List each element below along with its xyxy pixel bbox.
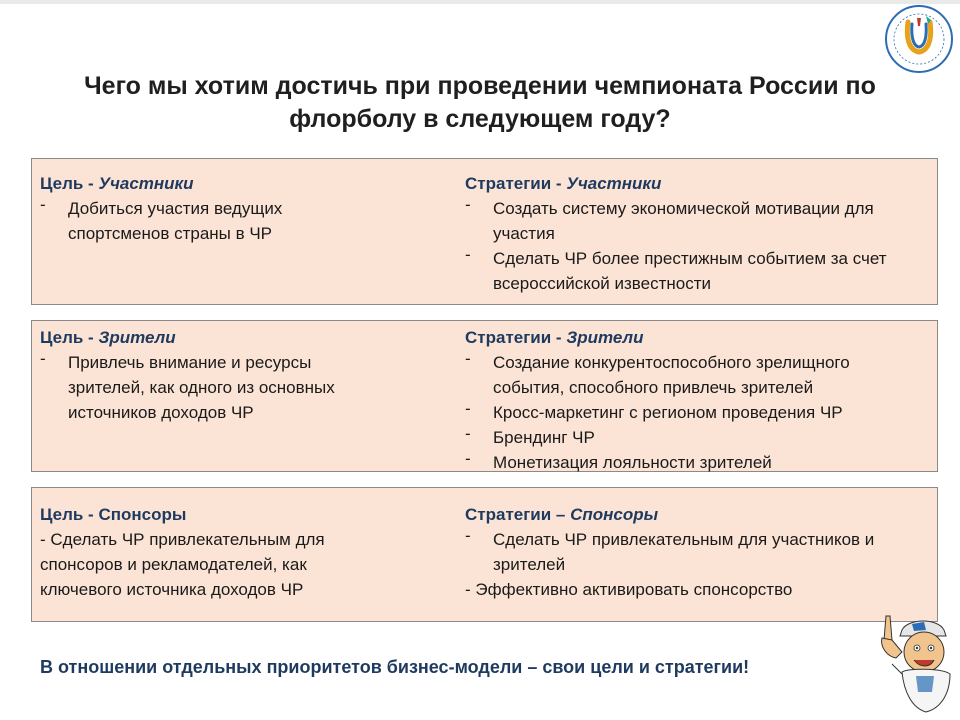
item-line: Сделать ЧР более престижным событием за счет <box>493 249 887 268</box>
slide-title <box>20 70 940 136</box>
item-line: Брендинг ЧР <box>493 428 595 447</box>
title-line-1: Чего мы хотим достичь при проведении чемпионата России по <box>84 72 876 100</box>
dash-bullet-icon: - <box>40 349 46 368</box>
goal-heading: Цель - Спонсоры <box>40 505 187 524</box>
strategy-heading-prefix: Стратегии – <box>465 505 571 524</box>
dash-bullet-icon: - <box>465 349 471 368</box>
item-line: участия <box>493 224 555 243</box>
goal-heading <box>40 325 440 350</box>
strategy-heading-em: Спонсоры <box>570 505 659 524</box>
dash-bullet-icon: - <box>465 245 471 264</box>
goal-sponsors <box>40 502 440 602</box>
goal-spectators <box>40 325 440 425</box>
panel-spectators <box>31 320 938 472</box>
dash-bullet-icon: - <box>465 195 471 214</box>
dash-bullet-icon: - <box>465 399 471 418</box>
item-line: зрителей, как одного из основных <box>68 378 335 397</box>
strategy-heading-prefix: Стратегии - <box>465 328 567 347</box>
list-item <box>465 425 939 450</box>
strategy-heading <box>465 325 939 350</box>
strategy-heading <box>465 502 939 527</box>
item-line: всероссийской известности <box>493 274 711 293</box>
strategy-participants <box>465 171 939 296</box>
goal-heading-em: Участники <box>98 174 194 193</box>
dash-bullet-icon: - <box>40 195 46 214</box>
strategy-spectators <box>465 325 939 475</box>
list-item <box>465 246 939 296</box>
goal-line: - Сделать ЧР привлекательным для <box>40 530 325 549</box>
top-bar <box>0 0 960 4</box>
item-line: Создать систему экономической мотивации для <box>493 199 874 218</box>
footer-text: В отношении отдельных приоритетов бизнес-модели – свои цели и стратегии! <box>40 657 750 677</box>
goal-line: спонсоров и рекламодателей, как <box>40 555 307 574</box>
goal-heading-prefix: Цель - <box>40 328 99 347</box>
panel-sponsors <box>31 487 938 622</box>
strategy-heading-em: Зрители <box>566 328 644 347</box>
item-line: источников доходов ЧР <box>68 403 254 422</box>
strategy-sponsors <box>465 502 939 602</box>
goal-heading-em: Зрители <box>98 328 176 347</box>
strategy-heading <box>465 171 939 196</box>
item-line: Создание конкурентоспособного зрелищного <box>493 353 850 372</box>
item-line: спортсменов страны в ЧР <box>68 224 273 243</box>
strategy-heading-em: Участники <box>566 174 662 193</box>
goal-participants <box>40 171 440 246</box>
dash-bullet-icon: - <box>465 526 471 545</box>
goal-heading-prefix: Цель - <box>40 174 99 193</box>
item-line: зрителей <box>493 555 566 574</box>
item-line: Монетизация лояльности зрителей <box>493 453 772 472</box>
item-line: Привлечь внимание и ресурсы <box>68 353 312 372</box>
mascot-pointing-icon <box>872 612 960 720</box>
title-line-2: флорболу в следующем году? <box>289 105 671 133</box>
goal-heading <box>40 171 440 196</box>
strategy-heading-prefix: Стратегии - <box>465 174 567 193</box>
strategy-line: - Эффективно активировать спонсорство <box>465 580 793 599</box>
item-line: Добиться участия ведущих <box>68 199 283 218</box>
item-line: Сделать ЧР привлекательным для участников и <box>493 530 875 549</box>
list-item <box>465 527 939 577</box>
panel-participants <box>31 158 938 305</box>
list-item <box>40 350 440 425</box>
list-item <box>40 196 440 246</box>
circular-emblem-icon <box>884 4 954 74</box>
goal-line: ключевого источника доходов ЧР <box>40 580 304 599</box>
dash-bullet-icon: - <box>465 424 471 443</box>
item-line: Кросс-маркетинг с регионом проведения ЧР <box>493 403 843 422</box>
list-item <box>465 400 939 425</box>
item-line: события, способного привлечь зрителей <box>493 378 814 397</box>
list-item <box>465 350 939 400</box>
dash-bullet-icon: - <box>465 449 471 468</box>
list-item <box>465 450 939 475</box>
list-item <box>465 196 939 246</box>
